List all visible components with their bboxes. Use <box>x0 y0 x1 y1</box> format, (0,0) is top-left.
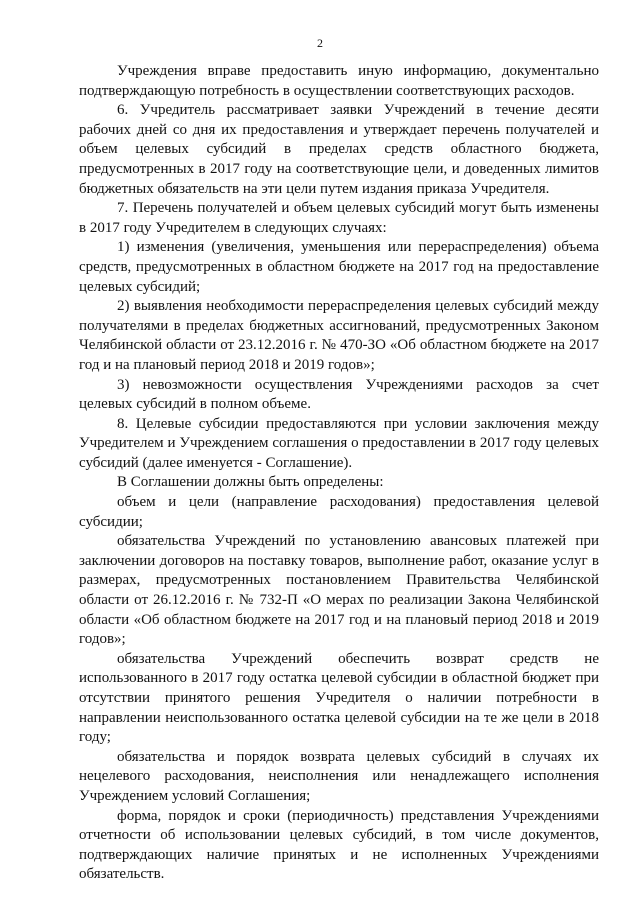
paragraph-agreement-term: форма, порядок и сроки (периодичность) представления Учреждениями отчетности об использовании целевых субсидий, в том числе документов, подтверждающих наличие принятых и не исполненных Учреждениями обязательств. <box>79 807 599 883</box>
paragraph-subitem-1: 1) изменения (увеличения, уменьшения или перераспределения) объема средств, предусмотренных в областном бюджете на 2017 год на предоставление целевых субсидий; <box>79 239 599 295</box>
paragraph-subitem-3: 3) невозможности осуществления Учреждениями расходов за счет целевых субсидий в полном объеме. <box>79 376 599 413</box>
paragraph-agreement-intro: В Соглашении должны быть определены: <box>117 474 384 491</box>
paragraph-item-6: 6. Учредитель рассматривает заявки Учреждений в течение десяти рабочих дней со дня их предоставления и утверждает перечень получателей и объем целевых субсидий в пределах средств областного бюджета, предусмотренных в 2017 году на соответствующие цели, и доведенных лимитов бюджетных обязательств на эти цели путем издания приказа Учредителя. <box>79 102 599 197</box>
page-number: 2 <box>317 36 323 50</box>
paragraph-agreement-term: обязательства и порядок возврата целевых субсидий в случаях их нецелевого расходования, неисполнения или ненадлежащего исполнения Учреждением условий Соглашения; <box>79 748 599 804</box>
paragraph-agreement-term: объем и цели (направление расходования) предоставления целевой субсидии; <box>79 494 599 530</box>
paragraph-item-8: 8. Целевые субсидии предоставляются при условии заключения между Учредителем и Учреждением соглашения о предоставлении в 2017 году целевых субсидий (далее именуется - Соглашение). <box>79 415 599 471</box>
paragraph-subitem-2: 2) выявления необходимости перераспределения целевых субсидий между получателями в пределах бюджетных ассигнований, предусмотренных Законом Челябинской области от 23.12.2016 г. № 470-ЗО «Об областном бюджете на 2017 год и на плановый период 2018 и 2019 годов»; <box>79 298 599 373</box>
document-body <box>79 62 599 885</box>
paragraph-agreement-term: обязательства Учреждений по установлению авансовых платежей при заключении договоров на поставку товаров, выполнение работ, оказание услуг в размерах, предусмотренных постановлением Правительства Челябинской области от 26.12.2016 г. № 732-П «О мерах по реализации Закона Челябинской области «Об областном бюджете на 2017 год и на плановый период 2018 и 2019 годов»; <box>79 533 599 648</box>
paragraph: Учреждения вправе предоставить иную информацию, документально подтверждающую потребность в осуществлении соответствующих расходов. <box>79 63 599 99</box>
paragraph-item-7: 7. Перечень получателей и объем целевых субсидий могут быть изменены в 2017 году Учредителем в следующих случаях: <box>79 200 599 236</box>
paragraph-agreement-term: обязательства Учреждений обеспечить возврат средств не использованного в 2017 году остатка целевой субсидии в областной бюджет при отсутствии принятого решения Учредителя о наличии потребности в направлении неиспользованного остатка целевой субсидии на те же цели в 2018 году; <box>79 650 599 746</box>
